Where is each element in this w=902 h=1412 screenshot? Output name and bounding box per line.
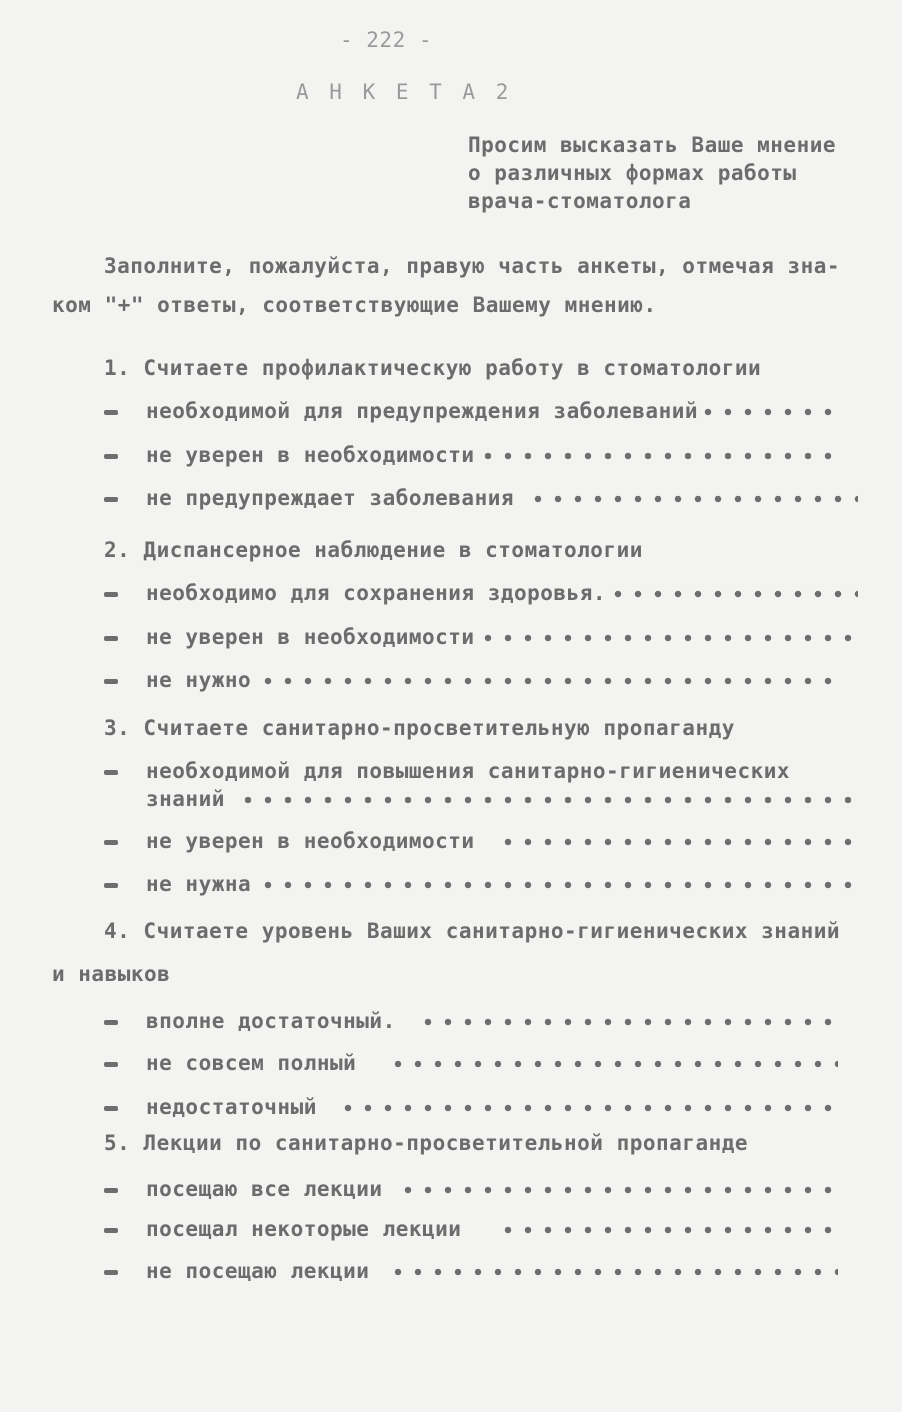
bullet-dash xyxy=(104,1106,118,1111)
bullet-dash xyxy=(104,1270,118,1275)
answer-option: не нужно xyxy=(146,668,252,692)
question-2-title: 2. Диспансерное наблюдение в стоматологии xyxy=(104,538,643,562)
answer-dot-leader[interactable] xyxy=(338,1104,838,1112)
answer-dot-leader[interactable] xyxy=(388,1060,838,1068)
answer-dot-leader[interactable] xyxy=(388,1268,838,1276)
bullet-dash xyxy=(104,592,118,597)
bullet-dash xyxy=(104,636,118,641)
answer-dot-leader[interactable] xyxy=(418,1018,838,1026)
request-line-1: Просим высказать Ваше мнение xyxy=(468,133,837,157)
request-line-2: о различных формах работы xyxy=(468,161,797,185)
answer-option: не уверен в необходимости xyxy=(146,443,475,467)
answer-dot-leader[interactable] xyxy=(478,634,858,642)
answer-option: не уверен в необходимости xyxy=(146,625,475,649)
answer-dot-leader[interactable] xyxy=(258,677,838,685)
question-4-title-cont: и навыков xyxy=(52,962,171,986)
bullet-dash xyxy=(104,1188,118,1193)
bullet-dash xyxy=(104,1020,118,1025)
answer-dot-leader[interactable] xyxy=(498,838,858,846)
answer-dot-leader[interactable] xyxy=(698,408,838,416)
page-title: А Н К Е Т А 2 xyxy=(296,80,513,104)
instructions-line-1: Заполните, пожалуйста, правую часть анкеты, отмечая зна- xyxy=(104,254,841,278)
question-1-title: 1. Считаете профилактическую работу в стоматологии xyxy=(104,356,762,380)
instructions-line-2: ком "+" ответы, соответствующие Вашему мнению. xyxy=(52,293,657,317)
answer-option: необходимой для предупреждения заболеваний xyxy=(146,399,699,423)
bullet-dash xyxy=(104,883,118,888)
bullet-dash xyxy=(104,410,118,415)
answer-dot-leader[interactable] xyxy=(398,1186,838,1194)
question-4-title: 4. Считаете уровень Ваших санитарно-гигиенических знаний xyxy=(104,919,841,943)
answer-option: не предупреждает заболевания xyxy=(146,486,515,510)
answer-option: не уверен в необходимости xyxy=(146,829,475,853)
answer-option: посещал некоторые лекции xyxy=(146,1217,462,1241)
answer-option: посещаю все лекции xyxy=(146,1177,383,1201)
answer-dot-leader[interactable] xyxy=(238,796,858,804)
page-number: - 222 - xyxy=(340,28,433,52)
bullet-dash xyxy=(104,679,118,684)
answer-dot-leader[interactable] xyxy=(478,452,838,460)
answer-option: не совсем полный xyxy=(146,1051,357,1075)
answer-option: необходимой для повышения санитарно-гигиенических xyxy=(146,759,791,783)
bullet-dash xyxy=(104,454,118,459)
answer-option: не нужна xyxy=(146,872,252,896)
bullet-dash xyxy=(104,770,118,775)
answer-option-cont: знаний xyxy=(146,787,225,811)
answer-dot-leader[interactable] xyxy=(608,590,858,598)
bullet-dash xyxy=(104,1228,118,1233)
answer-option: не посещаю лекции xyxy=(146,1259,370,1283)
question-5-title: 5. Лекции по санитарно-просветительной пропаганде xyxy=(104,1131,749,1155)
request-line-3: врача-стоматолога xyxy=(468,189,692,213)
answer-dot-leader[interactable] xyxy=(258,881,858,889)
answer-dot-leader[interactable] xyxy=(498,1226,838,1234)
question-3-title: 3. Считаете санитарно-просветительную пропаганду xyxy=(104,716,735,740)
bullet-dash xyxy=(104,1062,118,1067)
answer-option: недостаточный xyxy=(146,1095,317,1119)
answer-option: необходимо для сохранения здоровья. xyxy=(146,581,607,605)
answer-option: вполне достаточный. xyxy=(146,1009,396,1033)
bullet-dash xyxy=(104,497,118,502)
answer-dot-leader[interactable] xyxy=(528,495,858,503)
bullet-dash xyxy=(104,840,118,845)
